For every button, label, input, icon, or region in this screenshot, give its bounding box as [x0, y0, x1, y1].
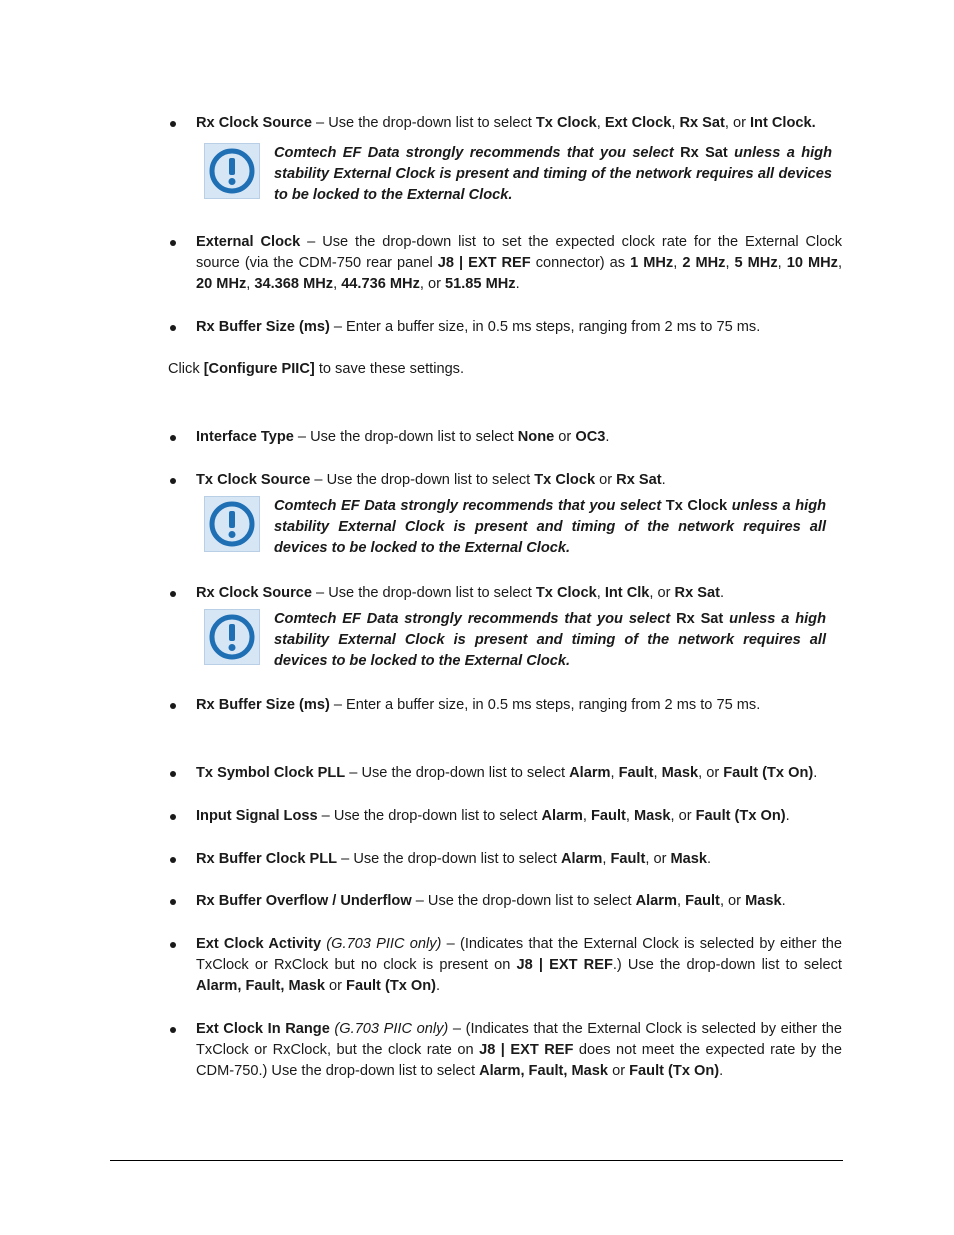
- list-item: [168, 317, 842, 338]
- note-text: Comtech EF Data strongly recommends that you select Tx Clock unless a high stability External Clock is present and timing of the network requires all devices to be locked to the External Clock.: [274, 498, 827, 556]
- item-text: Rx Clock Source – Use the drop-down list to select Tx Clock, Ext Clock, Rx Sat, or Int Clock.: [196, 115, 816, 131]
- exclamation-circle-icon: [204, 496, 260, 552]
- exclamation-circle-icon: [204, 609, 260, 665]
- list-item: [168, 806, 842, 827]
- instruction-text: Click [Configure PIIC] to save these settings.: [168, 361, 465, 377]
- list-item: [168, 763, 842, 784]
- item-text: Input Signal Loss – Use the drop-down list to select Alarm, Fault, Mask, or Fault (Tx On).: [196, 808, 790, 824]
- item-text: Rx Buffer Size (ms) – Enter a buffer size, in 0.5 ms steps, ranging from 2 ms to 75 ms.: [196, 697, 761, 713]
- note-text: Comtech EF Data strongly recommends that you select Rx Sat unless a high stability External Clock is present and timing of the network requires all devices to be locked to the External Clock.: [274, 145, 833, 203]
- note-text: Comtech EF Data strongly recommends that you select Rx Sat unless a high stability External Clock is present and timing of the network requires all devices to be locked to the External Clock.: [274, 611, 827, 669]
- list-item: [168, 232, 842, 295]
- item-text: Ext Clock In Range (G.703 PIIC only) – (Indicates that the External Clock is selected by either the TxClock or RxClock, but the clock rate on J8 | EXT REF does not meet the expected rate by the CDM-750.) Use the drop-down list to select Alarm, Fault, Mask or Fault (Tx On).: [196, 1021, 843, 1079]
- footer-rule: [110, 1160, 843, 1161]
- exclamation-circle-icon: [204, 143, 260, 199]
- item-text: Rx Buffer Clock PLL – Use the drop-down list to select Alarm, Fault, or Mask.: [196, 851, 712, 867]
- list-item: [168, 849, 842, 870]
- item-text: External Clock – Use the drop-down list to set the expected clock rate for the External Clock source (via the CDM-750 rear panel J8 | EXT REF connector) as 1 MHz, 2 MHz, 5 MHz, 10 MHz, 20 MHz, 34.368 MHz, 44.736 MHz, or 51.85 MHz.: [196, 234, 843, 292]
- configure-piic-button-ref: [Configure PIIC]: [203, 361, 315, 377]
- list-item: [168, 427, 842, 448]
- item-text: Tx Symbol Clock PLL – Use the drop-down list to select Alarm, Fault, Mask, or Fault (Tx On).: [196, 765, 818, 781]
- list-item: [168, 934, 842, 997]
- list-item: [168, 1019, 842, 1082]
- list-item: [168, 891, 842, 912]
- item-text: Ext Clock Activity (G.703 PIIC only) – (Indicates that the External Clock is selected by either the TxClock or RxClock but no clock is present on J8 | EXT REF.) Use the drop-down list to select Alarm, Fault, Mask or Fault (Tx On).: [196, 936, 842, 994]
- list-item: [168, 695, 842, 716]
- item-text: Rx Buffer Overflow / Underflow – Use the drop-down list to select Alarm, Fault, or Mask.: [196, 893, 786, 909]
- item-text: Rx Clock Source – Use the drop-down list to select Tx Clock, Int Clk, or Rx Sat.: [196, 585, 725, 601]
- item-text: Interface Type – Use the drop-down list to select None or OC3.: [196, 429, 610, 445]
- item-text: Tx Clock Source – Use the drop-down list to select Tx Clock or Rx Sat.: [196, 472, 666, 488]
- list-item: [168, 113, 842, 134]
- item-text: Rx Buffer Size (ms) – Enter a buffer size, in 0.5 ms steps, ranging from 2 ms to 75 ms.: [196, 319, 761, 335]
- list-item: [168, 583, 842, 604]
- list-item: [168, 470, 842, 491]
